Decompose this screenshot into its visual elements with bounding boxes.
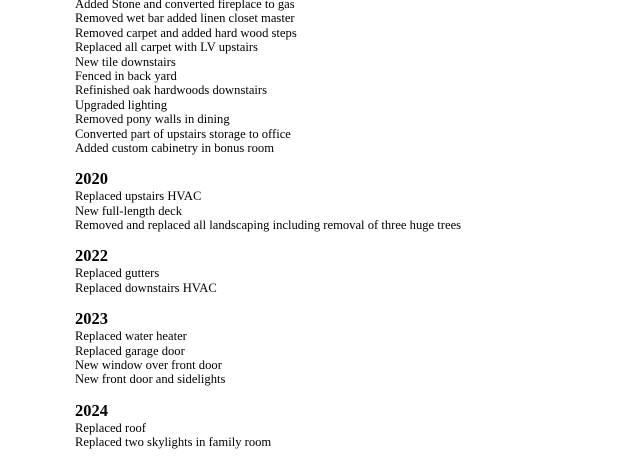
year-heading: 2020: [75, 169, 108, 189]
renovation-item: Removed wet bar added linen closet master: [75, 11, 295, 26]
renovation-item: Added custom cabinetry in bonus room: [75, 140, 275, 155]
year-heading: 2024: [75, 400, 108, 420]
renovation-item: Replaced all carpet with LV upstairs: [75, 40, 258, 55]
renovation-item: Fenced in back yard: [75, 68, 177, 83]
renovation-item: Replaced upstairs HVAC: [75, 189, 202, 204]
year-heading: 2023: [75, 309, 108, 329]
renovation-section: [75, 247, 635, 295]
renovation-item: Removed and replaced all landscaping including removal of three huge trees: [75, 218, 462, 233]
renovation-item: Removed carpet and added hard wood steps: [75, 25, 297, 40]
renovation-item: Replaced garage door: [75, 343, 185, 358]
renovation-item: New tile downstairs: [75, 54, 176, 69]
renovation-section: [75, 310, 635, 387]
renovation-item: Replaced gutters: [75, 266, 160, 281]
renovation-item: New front door and sidelights: [75, 372, 226, 387]
renovation-item: Replaced water heater: [75, 329, 187, 344]
renovation-item: Replaced downstairs HVAC: [75, 280, 217, 295]
renovation-item: Refinished oak hardwoods downstairs: [75, 83, 268, 98]
renovation-section: [75, 170, 635, 232]
renovation-item: Replaced roof: [75, 420, 146, 435]
renovation-item: Removed pony walls in dining: [75, 112, 230, 127]
renovation-item: Added Stone and converted fireplace to gas: [75, 0, 295, 11]
renovation-item: Upgraded lighting: [75, 97, 167, 112]
document-page: [75, 0, 635, 450]
renovation-item: Replaced two skylights in family room: [75, 435, 272, 450]
renovation-item: New window over front door: [75, 358, 222, 373]
renovation-section: [75, 402, 635, 450]
renovation-item: Converted part of upstairs storage to office: [75, 126, 291, 141]
renovation-item: New full-length deck: [75, 203, 183, 218]
year-heading: 2022: [75, 246, 108, 266]
renovation-section: [75, 0, 635, 155]
